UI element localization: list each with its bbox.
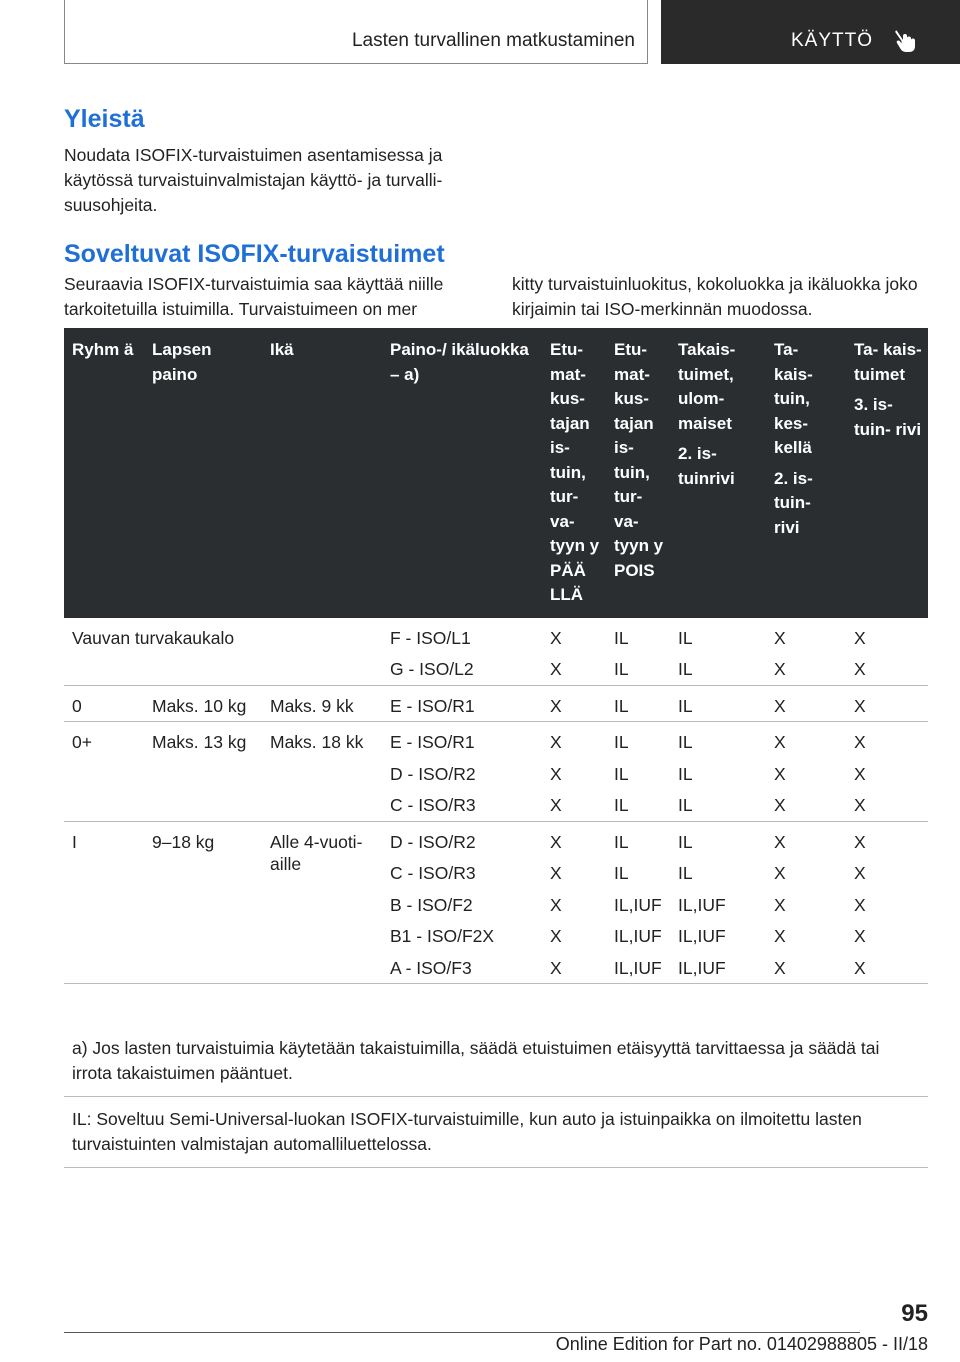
- table-cell-value: E - ISO/R1: [390, 695, 475, 716]
- table-cell-value: IL: [614, 831, 629, 852]
- group-weight-cell: [144, 821, 262, 984]
- table-header-label: Ryhm ä: [72, 340, 134, 359]
- table-cell-value: X: [550, 763, 562, 784]
- table-row: [64, 618, 928, 686]
- table-cell-value: X: [550, 732, 562, 752]
- table-cell-value: B1 - ISO/F2X: [390, 926, 495, 946]
- table-cell-value: IL: [614, 659, 629, 679]
- table-header-label: Lapsen paino: [152, 340, 212, 384]
- table-header-sublabel: 2. is- tuin- rivi: [774, 468, 813, 537]
- table-cell-value: X: [854, 894, 866, 915]
- table-cell-value: X: [774, 695, 786, 716]
- table-cell-value: X: [774, 627, 786, 648]
- table-cell-value: IL: [614, 863, 629, 883]
- table-cell-value: X: [774, 732, 786, 752]
- value-column-cell: [382, 618, 542, 686]
- table-cell-value: X: [774, 795, 786, 815]
- group-label-cell: [64, 722, 144, 822]
- table-cell-value: X: [854, 627, 866, 648]
- footer-divider: [64, 1332, 860, 1333]
- suitable-text-left: Seuraavia ISOFIX-turvaistuimia saa käyttää niille tarkoitetuilla istuimilla. Turvaistuimeen on mer: [64, 274, 444, 319]
- table-header-label: Ikä: [270, 340, 294, 359]
- table-cell-value: IL: [614, 627, 629, 648]
- group-age-cell: [262, 685, 382, 722]
- group-weight: 9–18 kg: [152, 831, 215, 852]
- table-cell-value: X: [854, 732, 866, 752]
- group-label: 0+: [72, 732, 92, 752]
- table-cell-value: F - ISO/L1: [390, 627, 471, 648]
- general-text: Noudata ISOFIX-turvaistuimen asentamisessa ja käytössä turvaistuinvalmistajan käyttö- ja turvallisuusohjeita.: [64, 145, 443, 215]
- value-column-cell: [670, 618, 766, 686]
- table-cell-value: E - ISO/R1: [390, 732, 475, 752]
- group-weight-cell: [144, 722, 262, 822]
- table-header-cell: [64, 328, 144, 618]
- table-cell-value: IL: [678, 695, 693, 716]
- value-column-cell: [606, 618, 670, 686]
- table-cell-value: X: [854, 695, 866, 716]
- table-cell-value: X: [854, 763, 866, 784]
- table-header-cell: [542, 328, 606, 618]
- table-cell-value: IL: [614, 732, 629, 752]
- group-age: Maks. 18 kk: [270, 732, 364, 752]
- table-cell-value: IL,IUF: [614, 957, 662, 978]
- table-cell-value: X: [774, 957, 786, 978]
- pointing-hand-icon: [893, 28, 919, 54]
- table-cell-value: X: [550, 659, 562, 679]
- table-cell-value: IL: [678, 763, 693, 784]
- table-header-cell: [606, 328, 670, 618]
- group-label: 0: [72, 695, 82, 716]
- table-header-cell: [766, 328, 846, 618]
- table-cell-value: IL,IUF: [678, 926, 726, 946]
- value-column-cell: [670, 685, 766, 722]
- value-column-cell: [670, 722, 766, 822]
- group-age-cell: [262, 821, 382, 984]
- table-cell-value: C - ISO/R3: [390, 795, 476, 815]
- value-column-cell: [542, 722, 606, 822]
- value-column-cell: [382, 821, 542, 984]
- table-cell-value: X: [854, 863, 866, 883]
- table-cell-value: D - ISO/R2: [390, 763, 476, 784]
- group-label-cell: [64, 821, 144, 984]
- table-cell-value: IL,IUF: [614, 894, 662, 915]
- table-cell-value: B - ISO/F2: [390, 894, 473, 915]
- header-section-box: [64, 0, 648, 64]
- table-cell-value: IL: [678, 795, 693, 815]
- table-header-sublabel: 2. is- tuinrivi: [678, 444, 735, 488]
- table-cell-value: IL: [678, 863, 693, 883]
- table-row: [64, 722, 928, 822]
- table-cell-value: X: [854, 831, 866, 852]
- table-cell-value: X: [774, 763, 786, 784]
- table-cell-value: IL: [678, 627, 693, 648]
- table-cell-value: IL: [614, 795, 629, 815]
- table-header-label: Paino-/ ikäluokka – a): [390, 340, 529, 384]
- footer-edition: Online Edition for Part no. 01402988805 - II/18: [555, 1334, 928, 1354]
- table-cell-value: X: [550, 627, 562, 648]
- table-notes: [64, 1026, 928, 1168]
- group-weight: Maks. 10 kg: [152, 695, 247, 716]
- table-cell-value: X: [550, 863, 562, 883]
- group-label-cell: [64, 618, 382, 686]
- table-cell-value: X: [854, 957, 866, 978]
- note-a: a) Jos lasten turvaistuimia käytetään takaistuimilla, säädä etuistuimen etäisyyttä tarvittaessa ja säädä tai irrota takaistuimen pääntuet.: [64, 1026, 928, 1097]
- table-cell-value: X: [550, 795, 562, 815]
- table-cell-value: IL: [678, 732, 693, 752]
- table-header-cell: [382, 328, 542, 618]
- table-cell-value: X: [550, 926, 562, 946]
- value-column-cell: [766, 618, 846, 686]
- group-age: Alle 4-vuotiaille: [270, 831, 363, 874]
- group-weight-cell: [144, 685, 262, 722]
- value-column-cell: [382, 722, 542, 822]
- table-cell-value: A - ISO/F3: [390, 957, 472, 978]
- table-cell-value: G - ISO/L2: [390, 659, 474, 679]
- table-cell-value: X: [774, 894, 786, 915]
- isofix-table: [64, 328, 928, 984]
- table-header-label: Takais- tuimet, ulom- maiset: [678, 340, 736, 433]
- value-column-cell: [846, 618, 928, 686]
- table-header-row: [64, 328, 928, 618]
- group-weight: Maks. 13 kg: [152, 732, 247, 752]
- note-il: IL: Soveltuu Semi-Universal-luokan ISOFIX-turvaistuimille, kun auto ja istuinpaikka on ilmoitettu lasten turvaistuinten valmistajan automalliluettelossa.: [64, 1097, 928, 1168]
- table-cell-value: IL,IUF: [678, 957, 726, 978]
- suitable-text-right: kitty turvaistuinluokitus, kokoluokka ja ikäluokka joko kirjaimin tai ISO-merkinnän muodossa.: [512, 274, 918, 319]
- table-cell-value: IL: [678, 831, 693, 852]
- table-header-cell: [846, 328, 928, 618]
- table-cell-value: X: [854, 659, 866, 679]
- table-header-label: Ta- kais- tuin, kes- kellä: [774, 340, 813, 457]
- table-cell-value: IL: [678, 659, 693, 679]
- value-column-cell: [766, 821, 846, 984]
- table-cell-value: D - ISO/R2: [390, 831, 476, 852]
- table-header-label: Ta- kais- tuimet: [854, 340, 922, 384]
- value-column-cell: [606, 821, 670, 984]
- group-age-cell: [262, 722, 382, 822]
- header-chapter-title: KÄYTTÖ: [791, 30, 874, 51]
- value-column-cell: [846, 821, 928, 984]
- general-heading: Yleistä: [64, 105, 145, 133]
- table-cell-value: X: [550, 695, 562, 716]
- table-header-label: Etu- mat- kus- tajan is- tuin, tur- va- tyyn y PÄÄ LLÄ: [550, 340, 600, 604]
- table-header-cell: [670, 328, 766, 618]
- page-number: 95: [901, 1300, 928, 1327]
- table-cell-value: IL: [614, 763, 629, 784]
- table-cell-value: X: [774, 831, 786, 852]
- value-column-cell: [542, 618, 606, 686]
- table-cell-value: IL,IUF: [614, 926, 662, 946]
- table-cell-value: X: [550, 894, 562, 915]
- table-header-cell: [262, 328, 382, 618]
- value-column-cell: [846, 685, 928, 722]
- table-header-label: Etu- mat- kus- tajan is- tuin, tur- va- tyyn y POIS: [614, 340, 664, 580]
- value-column-cell: [606, 685, 670, 722]
- table-cell-value: X: [550, 957, 562, 978]
- table-cell-value: X: [854, 795, 866, 815]
- value-column-cell: [382, 685, 542, 722]
- table-row: [64, 685, 928, 722]
- value-column-cell: [766, 685, 846, 722]
- header-section-title: Lasten turvallinen matkustaminen: [351, 30, 635, 51]
- table-cell-value: X: [854, 926, 866, 946]
- value-column-cell: [606, 722, 670, 822]
- table-cell-value: IL,IUF: [678, 894, 726, 915]
- value-column-cell: [670, 821, 766, 984]
- group-age: Maks. 9 kk: [270, 695, 354, 716]
- table-cell-value: IL: [614, 695, 629, 716]
- table-body: [64, 618, 928, 984]
- group-label: Vauvan turvakaukalo: [72, 627, 235, 648]
- table-header-sublabel: 3. is- tuin- rivi: [854, 395, 922, 439]
- value-column-cell: [766, 722, 846, 822]
- group-label: I: [72, 831, 77, 852]
- group-label-cell: [64, 685, 144, 722]
- table-cell-value: X: [550, 831, 562, 852]
- value-column-cell: [846, 722, 928, 822]
- table-cell-value: X: [774, 863, 786, 883]
- table-row: [64, 821, 928, 984]
- value-column-cell: [542, 821, 606, 984]
- table-header-cell: [144, 328, 262, 618]
- suitable-seats-heading: Soveltuvat ISOFIX-turvaistuimet: [64, 240, 445, 268]
- table-cell-value: X: [774, 659, 786, 679]
- value-column-cell: [542, 685, 606, 722]
- table-cell-value: X: [774, 926, 786, 946]
- table-cell-value: C - ISO/R3: [390, 863, 476, 883]
